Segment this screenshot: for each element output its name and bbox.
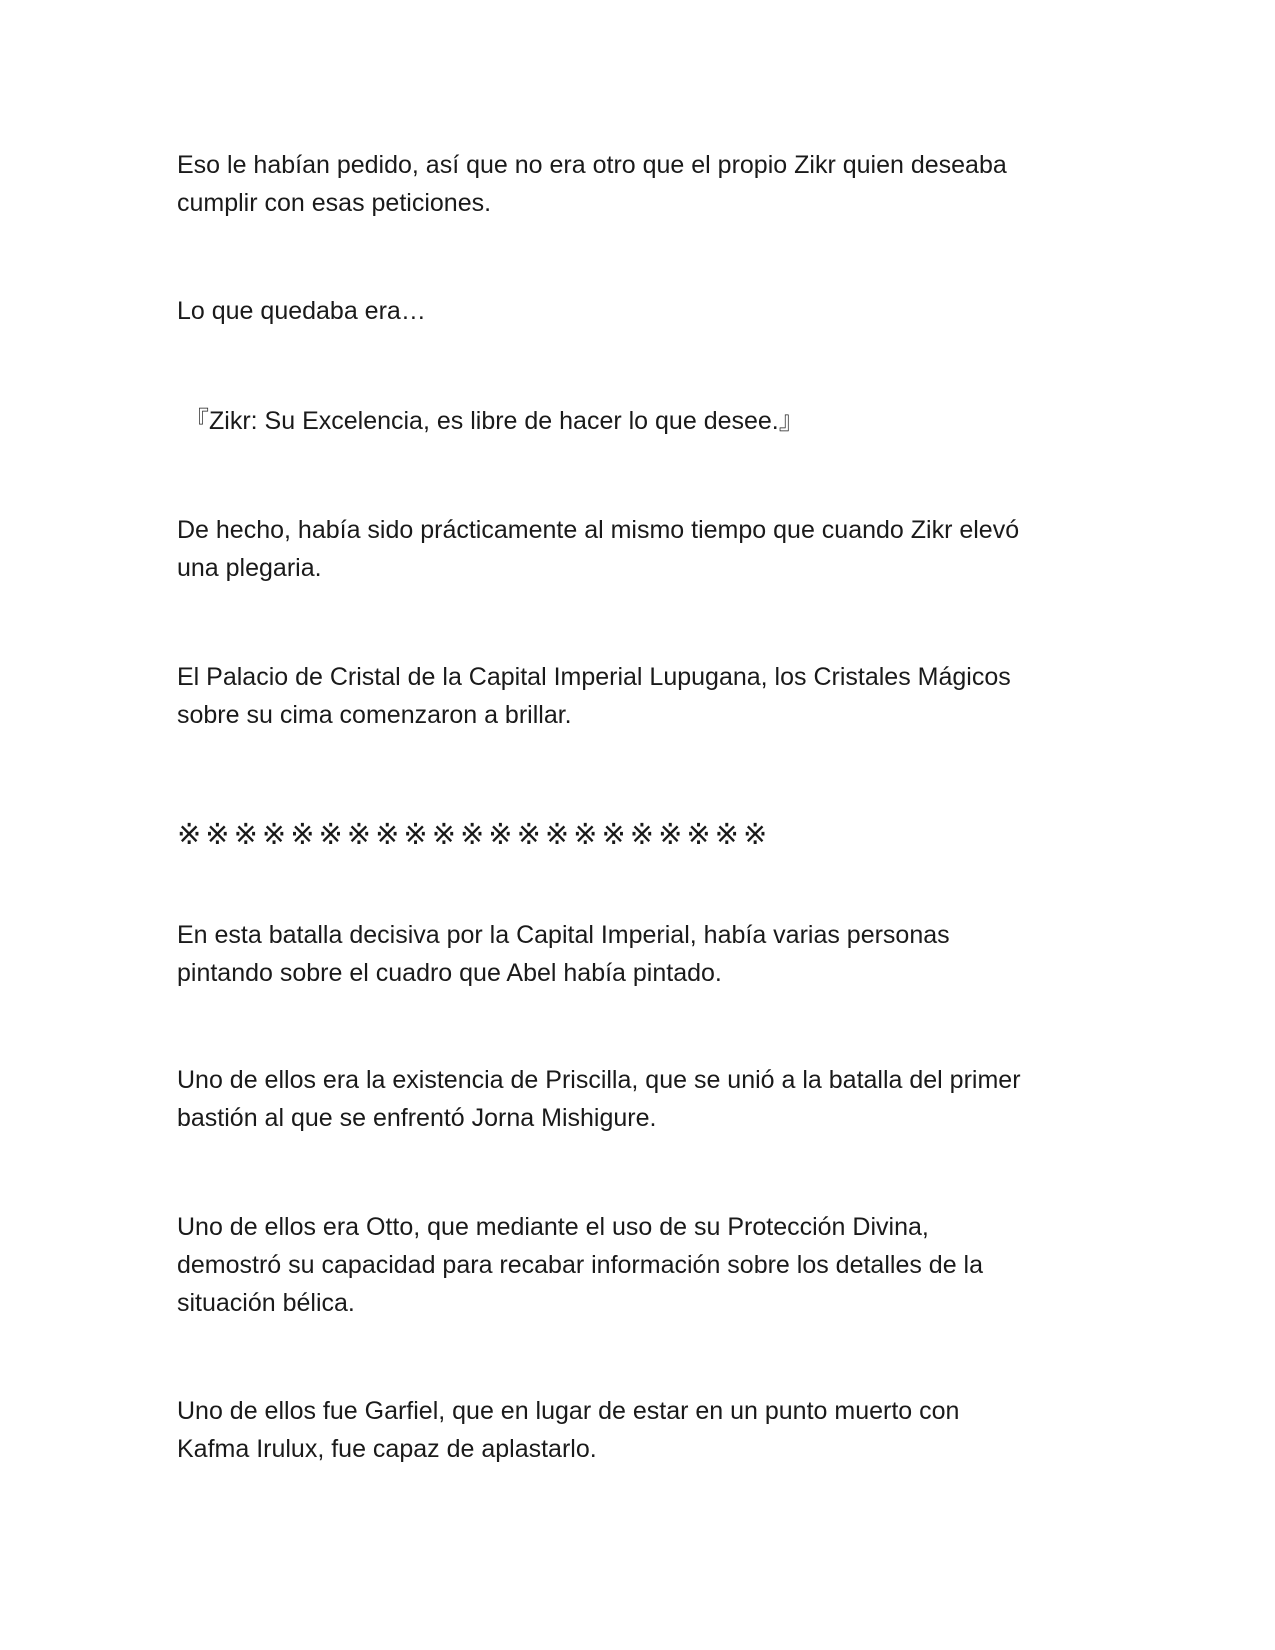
paragraph-9 (177, 1392, 1097, 1468)
paragraph-5 (177, 658, 1097, 734)
paragraph-line: De hecho, había sido prácticamente al mismo tiempo que cuando Zikr elevó (177, 516, 1020, 544)
paragraph-7 (177, 1061, 1097, 1137)
paragraph-line: Uno de ellos era Otto, que mediante el uso de su Protección Divina, (177, 1213, 929, 1241)
paragraph-line: En esta batalla decisiva por la Capital Imperial, había varias personas (177, 921, 950, 949)
dialogue-line (184, 402, 1104, 440)
paragraph-line: sobre su cima comenzaron a brillar. (177, 701, 572, 729)
paragraph-line: Uno de ellos fue Garfiel, que en lugar de estar en un punto muerto con (177, 1397, 960, 1425)
paragraph-line: Lo que quedaba era… (177, 297, 426, 325)
paragraph-line: Eso le habían pedido, así que no era otro que el propio Zikr quien deseaba (177, 151, 1007, 179)
paragraph-line: demostró su capacidad para recabar información sobre los detalles de la (177, 1251, 984, 1279)
paragraph-line: pintando sobre el cuadro que Abel había pintado. (177, 959, 722, 987)
paragraph-line: El Palacio de Cristal de la Capital Imperial Lupugana, los Cristales Mágicos (177, 663, 1011, 691)
paragraph-line: situación bélica. (177, 1289, 355, 1317)
paragraph-line: Kafma Irulux, fue capaz de aplastarlo. (177, 1435, 597, 1463)
paragraph-4 (177, 511, 1097, 587)
paragraph-line: bastión al que se enfrentó Jorna Mishigure. (177, 1104, 657, 1132)
paragraph-line: Uno de ellos era la existencia de Priscilla, que se unió a la batalla del primer (177, 1066, 1021, 1094)
scene-separator: ※※※※※※※※※※※※※※※※※※※※※ (177, 817, 772, 851)
paragraph-1 (177, 146, 1097, 222)
paragraph-6 (177, 916, 1097, 992)
paragraph-line: 『Zikr: Su Excelencia, es libre de hacer lo que desee.』 (184, 407, 804, 435)
paragraph-line: una plegaria. (177, 554, 322, 582)
paragraph-8 (177, 1208, 1097, 1322)
paragraph-2 (177, 292, 1097, 330)
paragraph-line: cumplir con esas peticiones. (177, 189, 492, 217)
